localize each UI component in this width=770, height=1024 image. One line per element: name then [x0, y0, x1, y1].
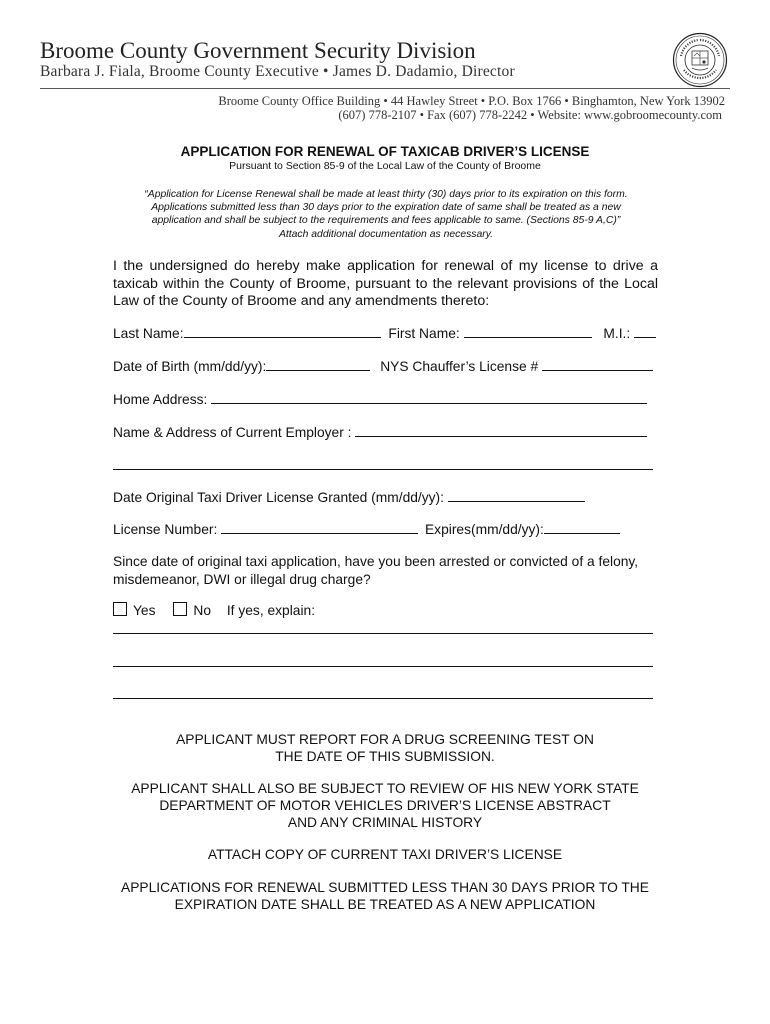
name-row: [113, 324, 656, 341]
explain-label: If yes, explain:: [226, 603, 316, 618]
note-line: APPLICATIONS FOR RENEWAL SUBMITTED LESS THAN 30 DAYS PRIOR TO THE: [121, 880, 649, 895]
date-granted-field[interactable]: [448, 488, 585, 502]
mi-label: M.I.:: [603, 326, 631, 341]
dob-label: Date of Birth (mm/dd/yy):: [113, 359, 267, 374]
first-name-field[interactable]: [464, 324, 592, 338]
employer-field[interactable]: [355, 423, 647, 437]
drug-screening-note: [0, 731, 770, 765]
note-line: EXPIRATION DATE SHALL BE TREATED AS A NEW APPLICATION: [174, 897, 596, 912]
notice-line: Attach additional documentation as necessary.: [278, 228, 494, 240]
officials-line: Barbara J. Fiala, Broome County Executive • James D. Dadamio, Director: [40, 63, 515, 80]
intro-paragraph: I the undersigned do hereby make application for renewal of my license to drive a taxicab within the County of Broome, pursuant to the relevant provisions of the Local Law of the County of Broome and any amendments thereto:: [113, 258, 658, 309]
arrest-question: [113, 553, 638, 589]
note-line: APPLICANT MUST REPORT FOR A DRUG SCREENING TEST ON: [176, 732, 594, 747]
date-granted-row: [113, 488, 585, 505]
expires-label: Expires(mm/dd/yy):: [424, 522, 544, 537]
first-name-label: First Name:: [388, 326, 460, 341]
form-title: APPLICATION FOR RENEWAL OF TAXICAB DRIVER’S LICENSE: [180, 144, 590, 159]
date-granted-label: Date Original Taxi Driver License Granted (mm/dd/yy):: [113, 490, 444, 505]
dob-row: [113, 357, 653, 374]
last-name-field[interactable]: [184, 324, 381, 338]
question-line: Since date of original taxi application, have you been arrested or convicted of a felony,: [113, 554, 639, 569]
employer-field-line-2[interactable]: [113, 469, 653, 470]
explain-field-line-3[interactable]: [113, 698, 653, 699]
employer-label: Name & Address of Current Employer :: [113, 425, 352, 440]
header-divider: [40, 88, 730, 89]
question-line: misdemeanor, DWI or illegal drug charge?: [113, 572, 371, 587]
yes-label: Yes: [133, 603, 156, 618]
explain-field-line-2[interactable]: [113, 666, 653, 667]
license-number-field[interactable]: [221, 520, 418, 534]
attach-note: [0, 846, 770, 863]
employer-row: [113, 423, 647, 440]
no-label: No: [193, 603, 211, 618]
note-line: ATTACH COPY OF CURRENT TAXI DRIVER’S LICENSE: [207, 847, 563, 862]
nys-license-label: NYS Chauffer’s License #: [380, 359, 539, 374]
yes-no-row: [113, 602, 315, 618]
mi-field[interactable]: [634, 324, 656, 338]
license-number-label: License Number:: [113, 522, 218, 537]
dob-field[interactable]: [266, 357, 370, 371]
agency-title: Broome County Government Security Division: [40, 38, 476, 63]
note-line: APPLICANT SHALL ALSO BE SUBJECT TO REVIEW OF HIS NEW YORK STATE: [131, 781, 639, 796]
last-name-label: Last Name:: [113, 326, 184, 341]
yes-checkbox[interactable]: [113, 602, 127, 616]
notice-line: “Application for License Renewal shall be made at least thirty (30) days prior to its expiration on this form.: [144, 189, 628, 200]
note-line: DEPARTMENT OF MOTOR VEHICLES DRIVER’S LICENSE ABSTRACT: [159, 798, 611, 813]
no-checkbox[interactable]: [173, 602, 187, 616]
note-line: THE DATE OF THIS SUBMISSION.: [275, 749, 495, 764]
county-seal-icon: [672, 32, 728, 88]
explain-field-line-1[interactable]: [113, 633, 653, 634]
home-address-field[interactable]: [211, 390, 647, 404]
late-application-note: [0, 879, 770, 913]
home-address-label: Home Address:: [113, 392, 208, 407]
renewal-notice: [110, 188, 662, 241]
notice-line: application and shall be subject to the requirements and fees applicable to same. (Sections 85-9 A,C)”: [151, 215, 621, 227]
form-subtitle: Pursuant to Section 85-9 of the Local Law of the County of Broome: [229, 160, 541, 172]
license-number-row: [113, 520, 620, 537]
nys-license-field[interactable]: [542, 357, 653, 371]
address-line: Broome County Office Building • 44 Hawley Street • P.O. Box 1766 • Binghamton, New York 13902: [218, 94, 725, 108]
notice-line: Applications submitted less than 30 days prior to the expiration date of same shall be treated as a new: [151, 202, 621, 214]
expires-field[interactable]: [544, 520, 620, 534]
note-line: AND ANY CRIMINAL HISTORY: [287, 815, 483, 830]
contact-line: (607) 778-2107 • Fax (607) 778-2242 • Website: www.gobroomecounty.com: [338, 108, 722, 122]
review-note: [0, 780, 770, 831]
home-address-row: [113, 390, 647, 407]
